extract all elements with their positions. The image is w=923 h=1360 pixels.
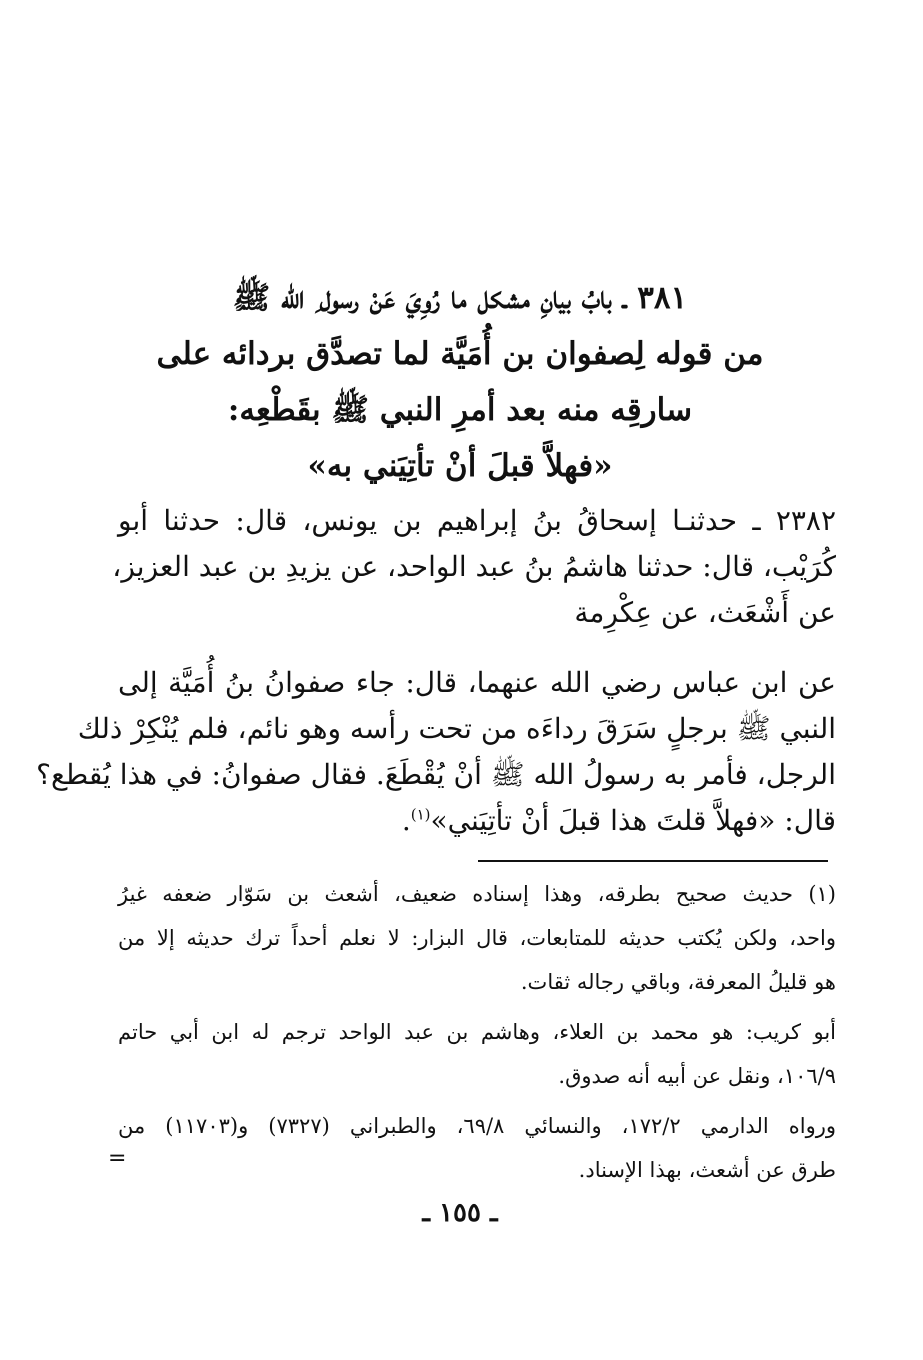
footnote-separator (478, 860, 828, 862)
footnote-1-line-2: واحد، ولكن يُكتب حديثه للمتابعات، قال البزار: لا نعلم أحداً ترك حديثه إلا من (118, 926, 836, 950)
footnote-3-line-2: طرق عن أشعث، بهذا الإسناد. (578, 1158, 836, 1182)
matn-line-1: عن ابن عباس رضي الله عنهما، قال: جاء صفوانُ بنُ أُمَيَّة إلى (118, 666, 836, 699)
matn-end-period: . (401, 804, 411, 837)
chapter-heading-line-2: من قوله لِصفوان بن أُمَيَّة لما تصدَّق بردائه على (156, 336, 764, 372)
footnotes (118, 872, 836, 1198)
footnote-2 (118, 1010, 836, 1098)
matn-line-2: النبي ﷺ برجلٍ سَرَقَ رداءَه من تحت رأسه وهو نائم، فلم يُنْكِرْ ذلك (77, 712, 836, 745)
isnad-line-2: كُرَيْب، قال: حدثنا هاشمُ بنُ عبد الواحد، عن يزيدِ بن عبد العزيز، (112, 550, 836, 583)
isnad-line-1: ٢٣٨٢ ـ حدثنـا إسحاقُ بنُ إبراهيم بن يونس، قال: حدثنا أبو (118, 504, 836, 537)
footnote-1-line-1: (١) حديث صحيح بطرقه، وهذا إسناده ضعيف، أشعث بن سَوّار ضعفه غيرُ (118, 882, 836, 906)
matn-line-4-text: قال: «فهلاَّ قلتَ هذا قبلَ أنْ تأتِيَني» (430, 804, 836, 837)
footnote-2-line-2: ١٠٦/٩، ونقل عن أبيه أنه صدوق. (558, 1064, 836, 1088)
matn-line-3: الرجل، فأمر به رسولُ الله ﷺ أنْ يُقْطَعَ. فقال صفوانُ: في هذا يُقطع؟ (36, 758, 836, 791)
hadith-matn (36, 660, 836, 844)
footnote-3-line-1: ورواه الدارمي ١٧٢/٢، والنسائي ٦٩/٨، والطبراني (٧٣٢٧) و(١١٧٠٣) من (118, 1114, 837, 1138)
footnote-1-line-3: هو قليلُ المعرفة، وباقي رجاله ثقات. (520, 970, 836, 994)
continuation-mark: = (108, 1146, 127, 1171)
hadith-isnad (112, 498, 836, 636)
footnote-marker: (١) (410, 805, 431, 824)
footnote-1 (118, 872, 836, 1004)
chapter-heading (120, 270, 800, 494)
footnote-2-line-1: أبو كريب: هو محمد بن العلاء، وهاشم بن عبد الواحد ترجم له ابن أبي حاتم (118, 1020, 836, 1044)
isnad-line-3: عن أَشْعَث، عن عِكْرِمة (574, 596, 836, 629)
page-number: ـ ١٥٥ ـ (422, 1198, 498, 1228)
chapter-heading-line-4: «فهلاَّ قبلَ أنْ تأتِيَني به» (307, 448, 613, 484)
chapter-heading-line-3: سارقِه منه بعد أمرِ النبي ﷺ بقَطْعِه: (227, 392, 693, 428)
chapter-heading-line-1: ٣٨١ ـ بابُ بيانِ مشكل ما رُوِيَ عَنْ رسول ِ الله ﷺ (232, 280, 688, 316)
matn-line-4 (118, 798, 836, 844)
footnote-3 (118, 1104, 836, 1192)
